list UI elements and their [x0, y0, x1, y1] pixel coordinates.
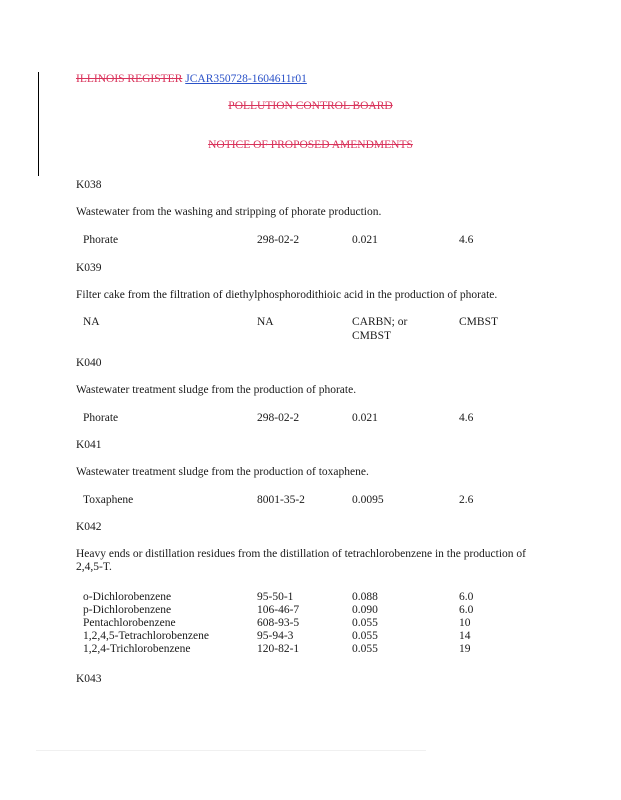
waste-description: Filter cake from the filtration of diethylphosphorodithioic acid in the production of phorate.: [76, 289, 498, 301]
constituent: Phorate: [83, 412, 119, 424]
nonwastewater-standard: CMBST: [459, 316, 498, 328]
register-header: [76, 73, 307, 85]
wastewater-standard: 0.055: [352, 617, 378, 629]
wastewater-standard: CARBN; or: [352, 316, 408, 328]
constituent: Pentachlorobenzene: [83, 617, 176, 629]
wastewater-standard: 0.055: [352, 630, 378, 642]
nonwastewater-standard: 4.6: [459, 412, 474, 424]
constituent: 1,2,4,5-Tetrachlorobenzene: [83, 630, 209, 642]
cas-number: 120-82-1: [257, 643, 300, 655]
constituent: NA: [83, 316, 100, 328]
waste-code: K038: [76, 179, 102, 191]
waste-description: Heavy ends or distillation residues from the distillation of tetrachlorobenzene in the production of 2,4,5-T.: [76, 548, 526, 573]
cas-number: 608-93-5: [257, 617, 300, 629]
constituent: Phorate: [83, 234, 119, 246]
waste-description: Wastewater treatment sludge from the production of toxaphene.: [76, 466, 369, 478]
wastewater-standard: 0.090: [352, 604, 378, 616]
wastewater-standard: 0.0095: [352, 494, 384, 506]
waste-code: K040: [76, 357, 102, 369]
nonwastewater-standard: 19: [459, 643, 471, 655]
agency-heading: POLLUTION CONTROL BOARD: [228, 100, 393, 112]
wastewater-standard: 0.055: [352, 643, 378, 655]
register-deleted: ILLINOIS REGISTER: [76, 73, 183, 85]
nonwastewater-standard: 6.0: [459, 591, 474, 603]
constituent: p-Dichlorobenzene: [83, 604, 172, 616]
waste-code: K043: [76, 673, 102, 685]
cas-number: 106-46-7: [257, 604, 300, 616]
cas-number: 8001-35-2: [257, 494, 305, 506]
footer-rule: [36, 750, 426, 751]
wastewater-standard: 0.088: [352, 591, 378, 603]
waste-code: K041: [76, 439, 102, 451]
wastewater-standard: 0.021: [352, 234, 378, 246]
waste-description: Wastewater from the washing and stripping of phorate production.: [76, 206, 382, 218]
nonwastewater-standard: 10: [459, 617, 471, 629]
cas-number: 298-02-2: [257, 412, 300, 424]
constituent: Toxaphene: [83, 494, 134, 506]
register-inserted: JCAR350728-1604611r01: [185, 73, 307, 85]
waste-code: K042: [76, 521, 102, 533]
cas-number: 298-02-2: [257, 234, 300, 246]
cas-number: 95-50-1: [257, 591, 294, 603]
nonwastewater-standard: 14: [459, 630, 471, 642]
cas-number: 95-94-3: [257, 630, 294, 642]
nonwastewater-standard: 2.6: [459, 494, 474, 506]
constituent: o-Dichlorobenzene: [83, 591, 172, 603]
waste-description: Wastewater treatment sludge from the production of phorate.: [76, 384, 357, 396]
wastewater-standard-cont: CMBST: [352, 330, 391, 342]
constituent: 1,2,4-Trichlorobenzene: [83, 643, 191, 655]
nonwastewater-standard: 4.6: [459, 234, 474, 246]
cas-number: NA: [257, 316, 274, 328]
wastewater-standard: 0.021: [352, 412, 378, 424]
revision-bar: [38, 72, 39, 176]
notice-heading: NOTICE OF PROPOSED AMENDMENTS: [208, 139, 413, 151]
waste-code: K039: [76, 262, 102, 274]
nonwastewater-standard: 6.0: [459, 604, 474, 616]
